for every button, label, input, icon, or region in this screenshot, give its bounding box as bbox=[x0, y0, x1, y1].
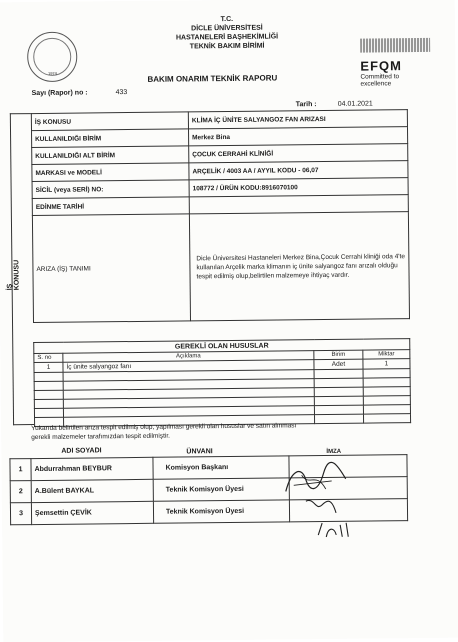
footer-note-2: gerekli malzemeler tarafımızdan tespit edilmiştir. bbox=[31, 432, 170, 442]
university-seal-icon: 1974 bbox=[27, 32, 78, 83]
field-label: MARKASI ve MODELİ bbox=[32, 163, 189, 182]
col-title-header: ÜNVANI bbox=[186, 448, 213, 456]
signature-2-icon bbox=[302, 495, 342, 517]
member-name: Abdurrahman BEYBUR bbox=[31, 457, 153, 480]
field-value: Merkez Bina bbox=[188, 127, 407, 146]
needed-items-table bbox=[33, 338, 411, 427]
field-label: EDİNME TARİHİ bbox=[32, 197, 189, 216]
field-label: KULLANILDIĞI BİRİM bbox=[32, 129, 189, 148]
field-label: İŞ KONUSU bbox=[31, 112, 188, 131]
efqm-logo: EFQM Committed to excellence bbox=[360, 38, 431, 88]
field-value: ARÇELİK / 4003 AA / AYYIL KODU - 06,07 bbox=[189, 161, 408, 180]
field-label: SİCİL (veya SERİ) NO: bbox=[32, 180, 189, 199]
field-value: ÇOCUK CERRAHİ KLİNİĞİ bbox=[189, 144, 408, 163]
header-line3: HASTANELERİ BAŞHEKİMLİĞİ bbox=[175, 33, 279, 42]
member-name: Şemsettin ÇEVİK bbox=[31, 501, 153, 524]
member-title: Komisyon Başkanı bbox=[153, 456, 289, 479]
date-label: Tarih : bbox=[295, 101, 317, 109]
details-table bbox=[31, 109, 410, 323]
col-unit: Birim bbox=[314, 350, 363, 360]
field-value: KLİMA İÇ ÜNİTE SALYANGOZ FAN ARIZASI bbox=[188, 110, 407, 129]
fault-description: Dicle Üniversitesi Hastaneleri Merkez Bina,Çocuk Cerrahi kliniği oda 4'te kullanılan Arçelik marka klimanın iç ünite salyangoz fanı arızalı olduğu tespit edilmiş olup,belirtilen malzemeye ihtiyaç vardır. bbox=[189, 212, 409, 321]
col-no: S. no bbox=[34, 353, 63, 362]
field-label: KULLANILDIĞI ALT BİRİM bbox=[32, 146, 189, 165]
col-qty: Miktar bbox=[363, 350, 410, 359]
side-label: İŞ KONUSU bbox=[6, 259, 21, 291]
report-no-label: Sayı (Rapor) no : bbox=[31, 89, 88, 98]
col-desc: Açıklama bbox=[63, 351, 314, 363]
table-row: 2 A.Bülent BAYKAL Teknik Komisyon Üyesi bbox=[10, 477, 407, 503]
date-value: 04.01.2021 bbox=[337, 100, 373, 108]
footer-note-1: Yukarıda belirtilen arıza tespit edilmiş olup, yapılması gerekli olan hususlar ve satın alınması bbox=[31, 422, 297, 433]
report-no: 433 bbox=[115, 89, 128, 97]
header-line1: T.C. bbox=[220, 15, 234, 24]
report-title: BAKIM ONARIM TEKNİK RAPORU bbox=[147, 73, 278, 84]
member-title: Teknik Komisyon Üyesi bbox=[153, 500, 289, 523]
signature-3-icon bbox=[314, 519, 354, 541]
member-title: Teknik Komisyon Üyesi bbox=[153, 478, 289, 501]
field-value: 108772 / ÜRÜN KODU:8916070100 bbox=[189, 178, 408, 197]
fault-label: ARIZA (İŞ) TANIMI bbox=[32, 214, 190, 323]
table-row: 1 İç ünite salyangoz fanı Adet 1 bbox=[34, 359, 410, 373]
header-line4: TEKNİK BAKIM BİRİMİ bbox=[189, 42, 265, 51]
col-sign-header: İMZA bbox=[326, 448, 342, 455]
member-name: A.Bülent BAYKAL bbox=[31, 479, 153, 502]
needed-title: GEREKLİ OLAN HUSUSLAR bbox=[34, 339, 410, 354]
table-row: 3 Şemsettin ÇEVİK Teknik Komisyon Üyesi bbox=[10, 499, 407, 525]
table-row: 1 Abdurrahman BEYBUR Komisyon Başkanı bbox=[10, 455, 407, 481]
efqm-bars-icon bbox=[360, 38, 430, 53]
header-line2: DİCLE ÜNİVERSİTESİ bbox=[191, 24, 263, 33]
col-name-header: ADI SOYADI bbox=[61, 447, 102, 455]
